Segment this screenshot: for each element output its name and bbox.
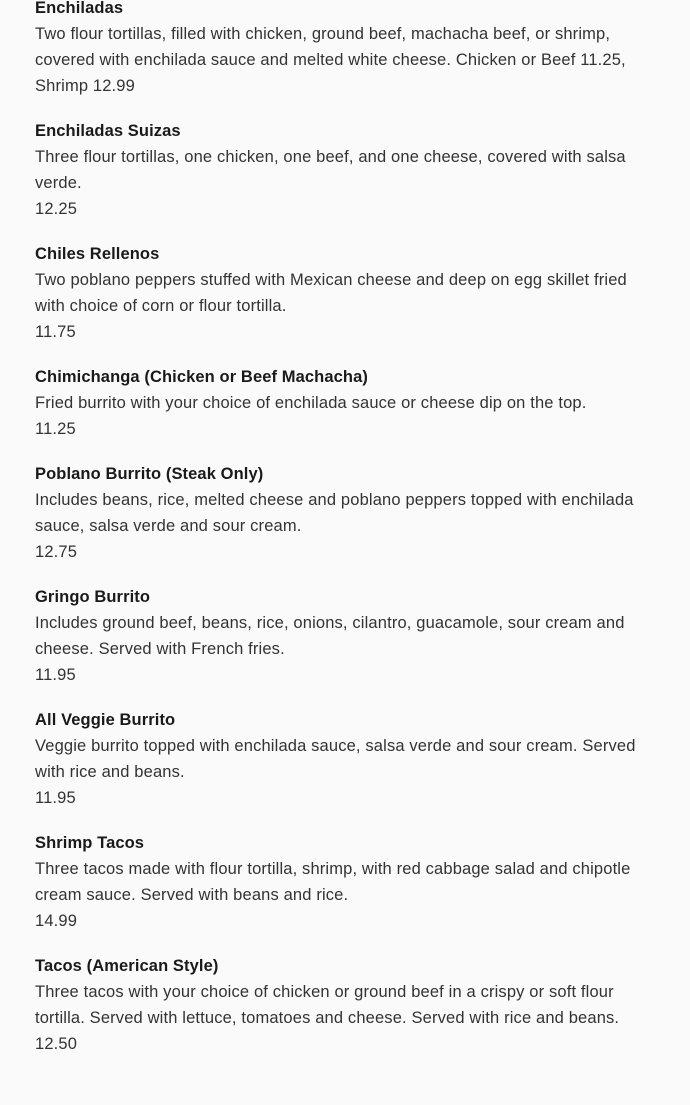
menu-item-name: Enchiladas Suizas [35, 122, 181, 140]
menu-item-price: 11.95 [35, 789, 76, 807]
menu-item-name: Tacos (American Style) [35, 957, 219, 975]
menu-item-description: Includes beans, rice, melted cheese and poblano peppers topped with enchilada sauce, salsa verde and sour cream. [35, 491, 634, 535]
menu-item-chiles-rellenos [35, 241, 660, 345]
menu-item-shrimp-tacos [35, 830, 660, 934]
menu-item-price: 11.95 [35, 666, 76, 684]
menu-item-price: 12.75 [35, 543, 78, 561]
menu-item-price: 12.25 [35, 200, 78, 218]
menu-item-description: Three tacos with your choice of chicken or ground beef in a crispy or soft flour tortilla. Served with lettuce, tomatoes and cheese. Served with rice and beans. [35, 983, 620, 1027]
menu-item-name: Enchiladas [35, 0, 124, 17]
menu-item-description: Includes ground beef, beans, rice, onions, cilantro, guacamole, sour cream and cheese. Served with French fries. [35, 614, 625, 658]
menu-item-gringo-burrito [35, 584, 660, 688]
menu-item-name: Poblano Burrito (Steak Only) [35, 465, 264, 483]
menu-item-chimichanga [35, 364, 660, 442]
menu-item-description: Three tacos made with flour tortilla, shrimp, with red cabbage salad and chipotle cream sauce. Served with beans and rice. [35, 860, 631, 904]
menu-item-all-veggie-burrito [35, 707, 660, 811]
menu-item-name: Gringo Burrito [35, 588, 151, 606]
menu-item-poblano-burrito [35, 461, 660, 565]
menu-item-price: 14.99 [35, 912, 78, 930]
menu-item-name: Chimichanga (Chicken or Beef Machacha) [35, 368, 368, 386]
menu-item-description: Veggie burrito topped with enchilada sauce, salsa verde and sour cream. Served with rice and beans. [35, 737, 636, 781]
menu-item-enchiladas [35, 0, 660, 99]
menu-item-price: 12.50 [35, 1035, 78, 1053]
menu-item-description: Three flour tortillas, one chicken, one beef, and one cheese, covered with salsa verde. [35, 148, 626, 192]
menu-item-enchiladas-suizas [35, 118, 660, 222]
menu-item-tacos-american-style [35, 953, 660, 1057]
menu-item-name: All Veggie Burrito [35, 711, 176, 729]
menu-item-name: Chiles Rellenos [35, 245, 160, 263]
menu-item-description: Two poblano peppers stuffed with Mexican cheese and deep on egg skillet fried with choice of corn or flour tortilla. [35, 271, 627, 315]
menu-item-price: 11.75 [35, 323, 76, 341]
menu-item-name: Shrimp Tacos [35, 834, 145, 852]
menu-item-description: Fried burrito with your choice of enchilada sauce or cheese dip on the top. [35, 394, 587, 412]
menu-item-price: 11.25 [35, 420, 76, 438]
menu-item-description: Two flour tortillas, filled with chicken, ground beef, machacha beef, or shrimp, covered with enchilada sauce and melted white cheese. Chicken or Beef 11.25, Shrimp 12.99 [35, 25, 626, 95]
